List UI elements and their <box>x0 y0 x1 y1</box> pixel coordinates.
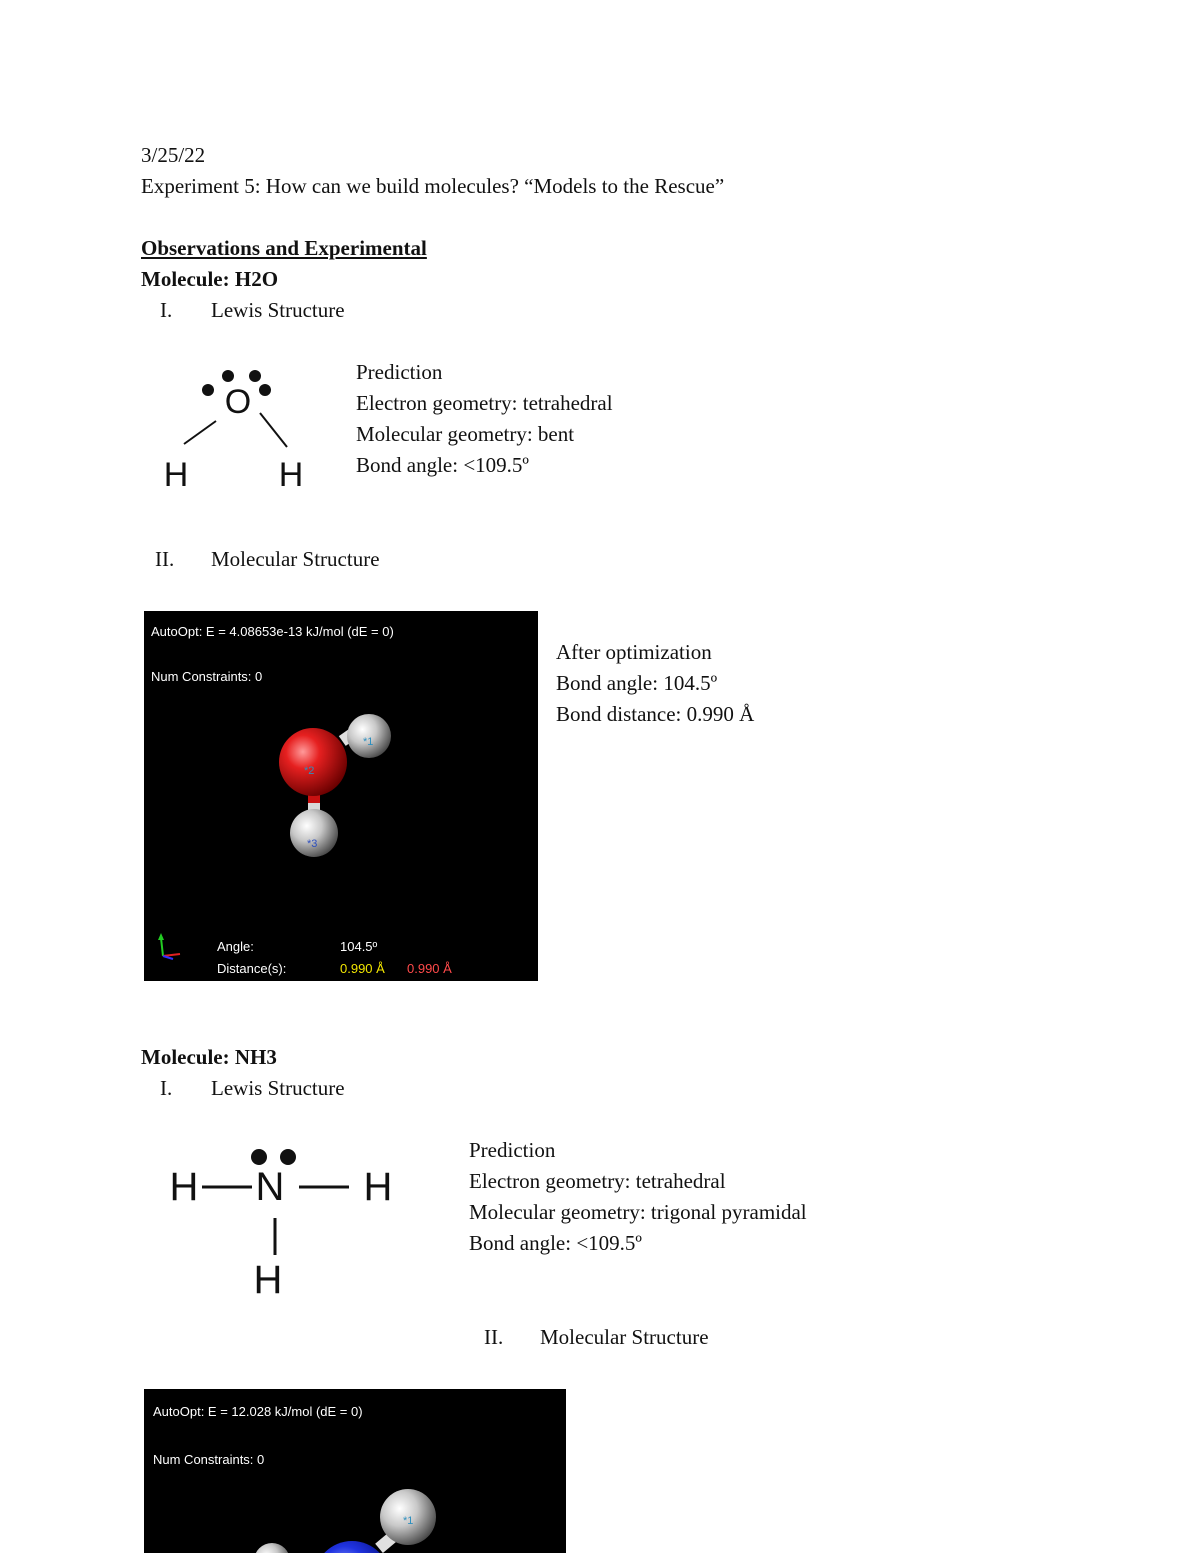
viewer-distance-value-2: 0.990 Å <box>407 961 452 976</box>
nh3-predicted-bond-angle: Bond angle: <109.5º <box>469 1231 642 1255</box>
viewer-constraints-readout: Num Constraints: 0 <box>151 669 263 684</box>
viewer-angle-value: 104.5º <box>340 939 378 954</box>
h2o-electron-geometry: Electron geometry: tetrahedral <box>356 391 613 415</box>
after-optimization-angle: Bond angle: 104.5º <box>556 671 718 695</box>
hydrogen-atom-label: H <box>253 1258 283 1300</box>
viewer-constraints-readout: Num Constraints: 0 <box>153 1452 265 1467</box>
lone-pair-dot <box>202 384 214 396</box>
h2o-viewer-screenshot <box>144 611 538 981</box>
viewer-energy-readout: AutoOpt: E = 12.028 kJ/mol (dE = 0) <box>153 1404 363 1419</box>
nh3-prediction-title: Prediction <box>469 1138 556 1162</box>
h2o-lewis-label: Lewis Structure <box>211 298 345 322</box>
nh3-heading: Molecule: NH3 <box>141 1045 277 1069</box>
atom-index-label: *2 <box>304 765 315 777</box>
h2o-3d-model <box>144 611 538 981</box>
nh3-electron-geometry: Electron geometry: tetrahedral <box>469 1169 726 1193</box>
hydrogen-atom-label: H <box>363 1165 393 1209</box>
lone-pair-dot <box>249 370 261 382</box>
nh3-3d-model <box>144 1389 566 1553</box>
bond-line <box>260 413 287 447</box>
after-optimization-title: After optimization <box>556 640 712 664</box>
viewer-energy-readout: AutoOpt: E = 4.08653e-13 kJ/mol (dE = 0) <box>151 624 394 639</box>
experiment-title: Experiment 5: How can we build molecules? “Models to the Rescue” <box>141 174 725 198</box>
oxygen-sphere <box>279 728 347 796</box>
nh3-lewis-label: Lewis Structure <box>211 1076 345 1100</box>
document-date: 3/25/22 <box>141 143 206 167</box>
h2o-molecular-geometry: Molecular geometry: bent <box>356 422 575 446</box>
after-optimization-distance: Bond distance: 0.990 Å <box>556 702 755 726</box>
hydrogen-atom-label: H <box>278 456 304 494</box>
lone-pair-dot <box>259 384 271 396</box>
hydrogen-atom-label: H <box>169 1165 199 1209</box>
axes-icon <box>158 933 180 959</box>
hydrogen-sphere <box>254 1543 290 1553</box>
nh3-viewer-screenshot <box>144 1389 566 1553</box>
h2o-prediction-title: Prediction <box>356 360 443 384</box>
nh3-lewis-diagram <box>160 1140 410 1300</box>
h2o-structure-label: Molecular Structure <box>211 547 380 571</box>
atom-index-label: *1 <box>363 736 374 748</box>
lone-pair-dot <box>222 370 234 382</box>
viewer-angle-label: Angle: <box>217 939 254 954</box>
oxygen-atom-label: O <box>224 383 252 421</box>
section-heading: Observations and Experimental <box>141 236 427 260</box>
bond-line <box>184 421 216 444</box>
nh3-structure-label: Molecular Structure <box>540 1325 709 1349</box>
h2o-lewis-diagram <box>150 355 320 500</box>
h2o-heading: Molecule: H2O <box>141 267 279 291</box>
h2o-predicted-bond-angle: Bond angle: <109.5º <box>356 453 529 477</box>
nh3-lewis-numeral: I. <box>160 1076 173 1100</box>
hydrogen-atom-label: H <box>163 456 189 494</box>
viewer-distance-value-1: 0.990 Å <box>340 961 385 976</box>
atom-index-label: *3 <box>307 838 318 850</box>
h2o-structure-numeral: II. <box>155 547 175 571</box>
nh3-structure-numeral: II. <box>484 1325 504 1349</box>
atom-index-label: *1 <box>403 1515 414 1527</box>
lone-pair-dot <box>280 1149 296 1165</box>
lone-pair-dot <box>251 1149 267 1165</box>
nh3-molecular-geometry: Molecular geometry: trigonal pyramidal <box>469 1200 807 1224</box>
h2o-lewis-numeral: I. <box>160 298 173 322</box>
nitrogen-atom-label: N <box>255 1165 285 1209</box>
viewer-distance-label: Distance(s): <box>217 961 287 976</box>
